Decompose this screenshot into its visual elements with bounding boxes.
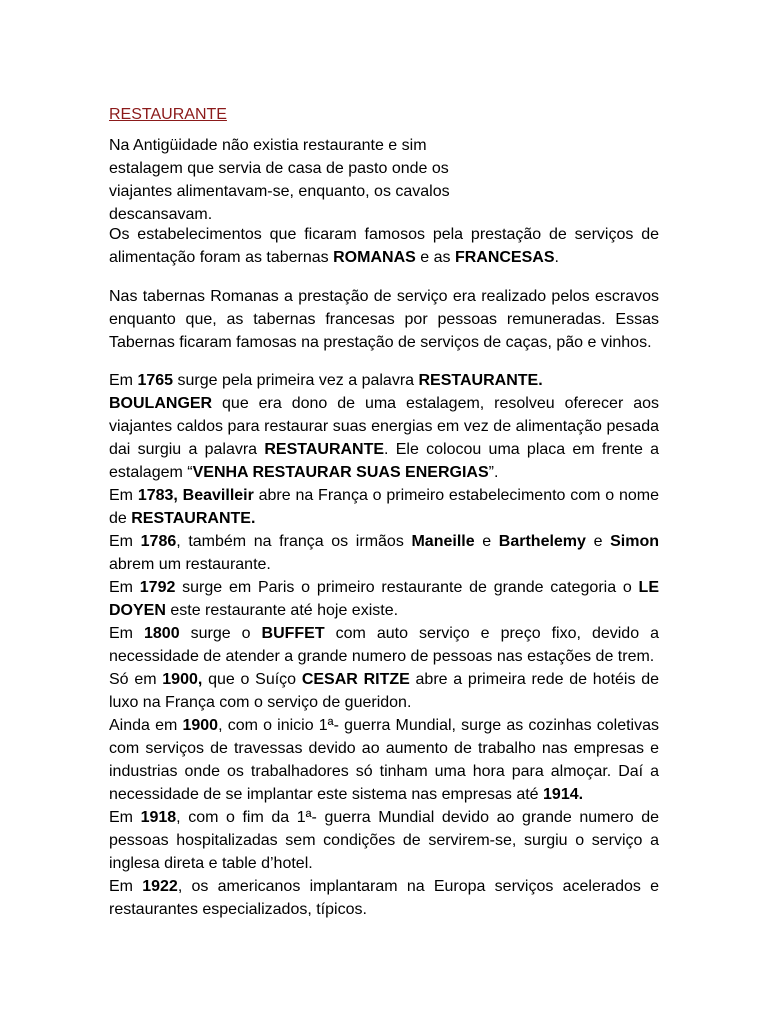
paragraph-tabernas bbox=[109, 223, 659, 269]
emphasis: 1765 bbox=[137, 372, 174, 389]
paragraph-1900-guerra bbox=[109, 714, 659, 806]
emphasis: RESTAURANTE. bbox=[418, 372, 543, 389]
emphasis: 1918 bbox=[140, 809, 177, 826]
text: abrem um restaurante. bbox=[109, 556, 271, 573]
paragraph bbox=[109, 223, 659, 269]
emphasis: 1900, bbox=[162, 671, 203, 688]
emphasis: 1783, bbox=[137, 487, 178, 504]
emphasis: ROMANAS bbox=[333, 249, 416, 266]
text: . Ele colocou uma placa em frente a estalagem “ bbox=[109, 441, 659, 481]
text: abre a primeira rede de hotéis de luxo na França com o serviço de gueridon. bbox=[109, 671, 659, 711]
paragraph-1800 bbox=[109, 622, 659, 668]
emphasis: 1914. bbox=[543, 786, 584, 803]
emphasis: 1786 bbox=[140, 533, 177, 550]
paragraph-1922 bbox=[109, 875, 659, 921]
emphasis: Maneille bbox=[411, 533, 475, 550]
text: Ainda em bbox=[109, 717, 183, 734]
emphasis: Beavilleir bbox=[182, 487, 254, 504]
emphasis: 1900 bbox=[182, 717, 219, 734]
emphasis: RESTAURANTE bbox=[264, 441, 385, 458]
paragraph-1792 bbox=[109, 576, 659, 622]
text: abre na França o primeiro estabelecimento com o nome de bbox=[109, 487, 660, 527]
emphasis: 1792 bbox=[139, 579, 176, 596]
paragraph-1786 bbox=[109, 530, 659, 576]
page-title: RESTAURANTE bbox=[109, 106, 227, 123]
emphasis: RESTAURANTE. bbox=[131, 510, 256, 527]
emphasis: 1800 bbox=[144, 625, 180, 642]
intro-paragraph: Na Antigüidade não existia restaurante e sim estalagem que servia de casa de pasto onde os viajantes alimentavam-se, enquanto, os cavalos descansavam. bbox=[109, 137, 450, 223]
text: , com o inicio 1ª- guerra Mundial, surge as cozinhas coletivas com serviços de travessas devido ao aumento de trabalho nas empresas e industrias onde os trabalhadores só tinham uma hora para almoçar. Daí a necessidade de se implantar este sistema nas empresas até bbox=[109, 717, 659, 803]
text: com auto serviço e preço fixo, devido a necessidade de atender a grande numero de pessoas nas estações de trem. bbox=[109, 625, 659, 665]
emphasis: BOULANGER bbox=[109, 395, 213, 412]
text: Em bbox=[109, 372, 138, 389]
text: , com o fim da 1ª- guerra Mundial devido ao grande numero de pessoas hospitalizadas sem condições de servirem-se, surgiu o serviço a inglesa direta e table d’hotel. bbox=[109, 809, 659, 872]
paragraph-romanas bbox=[109, 285, 659, 354]
text: e bbox=[585, 533, 611, 550]
emphasis: FRANCESAS bbox=[454, 249, 555, 266]
text: que era dono de uma estalagem, resolveu oferecer aos viajantes caldos para restaurar suas energias em vez de alimentação pesada dai surgiu a palavra bbox=[109, 395, 659, 458]
text: Em bbox=[109, 487, 138, 504]
text: Os estabelecimentos que ficaram famosos pela prestação de serviços de alimentação foram as tabernas bbox=[109, 226, 659, 266]
paragraph-1765 bbox=[109, 369, 659, 392]
text: Só em bbox=[109, 671, 163, 688]
text: surge pela primeira vez a palavra bbox=[173, 372, 419, 389]
emphasis: VENHA RESTAURAR SUAS ENERGIAS bbox=[192, 464, 489, 481]
paragraph-1918 bbox=[109, 806, 659, 875]
text: surge o bbox=[179, 625, 262, 642]
paragraph-1783 bbox=[109, 484, 659, 530]
text: . bbox=[554, 249, 559, 266]
text: e as bbox=[415, 249, 455, 266]
emphasis: CESAR RITZE bbox=[301, 671, 410, 688]
text: , também na frança os irmãos bbox=[176, 533, 412, 550]
text: , os americanos implantaram na Europa serviços acelerados e restaurantes especializados, típicos. bbox=[109, 878, 659, 918]
text: ”. bbox=[488, 464, 499, 481]
emphasis: LE DOYEN bbox=[109, 579, 659, 619]
emphasis: Barthelemy bbox=[498, 533, 586, 550]
emphasis: Simon bbox=[610, 533, 659, 550]
emphasis: BUFFET bbox=[261, 625, 325, 642]
text: que o Suíço bbox=[202, 671, 302, 688]
text: e bbox=[474, 533, 499, 550]
paragraph: Nas tabernas Romanas a prestação de serviço era realizado pelos escravos enquanto que, as tabernas francesas por pessoas remuneradas. Essas Tabernas ficaram famosas na prestação de serviços de caças, pão e vinhos. bbox=[109, 288, 659, 351]
text: este restaurante até hoje existe. bbox=[165, 602, 399, 619]
text: Em bbox=[109, 579, 140, 596]
text: surge em Paris o primeiro restaurante de grande categoria o bbox=[175, 579, 639, 596]
text: Em bbox=[109, 809, 141, 826]
emphasis: 1922 bbox=[142, 878, 178, 895]
text: Em bbox=[109, 878, 143, 895]
paragraph-boulanger bbox=[109, 392, 659, 484]
text: Em bbox=[109, 533, 141, 550]
history-section bbox=[109, 369, 659, 921]
text: Em bbox=[109, 625, 144, 642]
paragraph-1900-ritz bbox=[109, 668, 659, 714]
